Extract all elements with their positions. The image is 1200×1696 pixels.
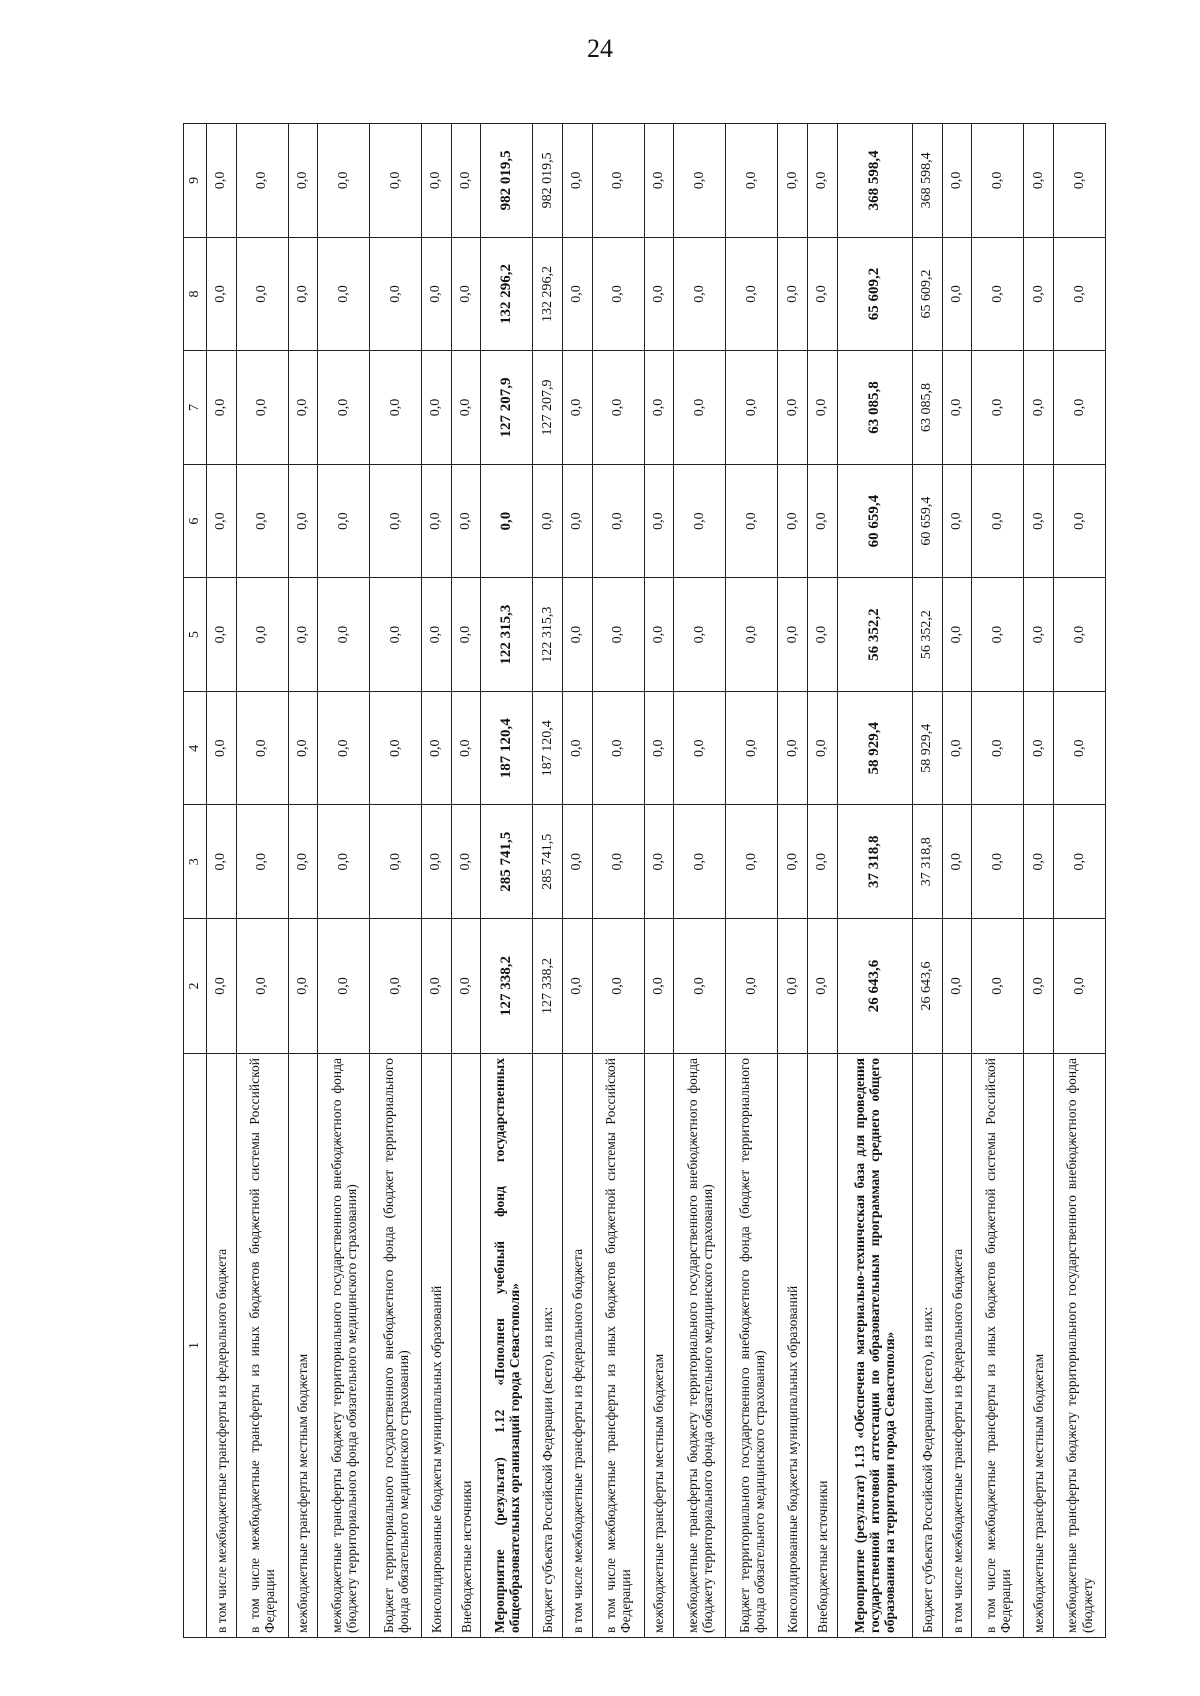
value-cell: 0,0 (207, 351, 237, 465)
value-cell: 0,0 (674, 691, 726, 805)
value-cell: 0,0 (1054, 351, 1106, 465)
value-cell: 0,0 (972, 464, 1024, 578)
value-cell: 0,0 (807, 578, 837, 692)
value-cell: 0,0 (1024, 124, 1054, 238)
value-cell: 0,0 (1024, 691, 1054, 805)
row-label: в том числе межбюджетные трансферты из федерального бюджета (942, 1054, 972, 1638)
value-cell: 0,0 (318, 124, 370, 238)
value-cell: 0,0 (972, 124, 1024, 238)
value-cell: 0,0 (644, 919, 674, 1054)
value-cell: 982 019,5 (533, 124, 563, 238)
value-cell: 0,0 (236, 805, 288, 919)
value-cell: 0,0 (207, 237, 237, 351)
table-row (370, 124, 422, 1638)
value-cell: 37 318,8 (837, 805, 913, 919)
value-cell: 0,0 (942, 691, 972, 805)
value-cell: 0,0 (1054, 805, 1106, 919)
value-cell: 0,0 (778, 578, 808, 692)
value-cell: 0,0 (1054, 464, 1106, 578)
row-label: в том числе межбюджетные трансферты из федерального бюджета (563, 1054, 593, 1638)
row-label: Внебюджетные источники (451, 1054, 481, 1638)
column-header: 7 (184, 351, 207, 465)
value-cell: 368 598,4 (837, 124, 913, 238)
value-cell: 132 296,2 (533, 237, 563, 351)
header-row (184, 124, 207, 1638)
row-label: Внебюджетные источники (807, 1054, 837, 1638)
value-cell: 0,0 (1054, 919, 1106, 1054)
value-cell: 0,0 (778, 124, 808, 238)
value-cell: 122 315,3 (533, 578, 563, 692)
value-cell: 0,0 (942, 237, 972, 351)
value-cell: 0,0 (807, 464, 837, 578)
value-cell: 0,0 (236, 237, 288, 351)
value-cell: 0,0 (370, 124, 422, 238)
value-cell: 0,0 (207, 691, 237, 805)
value-cell: 0,0 (236, 351, 288, 465)
row-label: межбюджетные трансферты местным бюджетам (288, 1054, 318, 1638)
value-cell: 0,0 (370, 919, 422, 1054)
row-label: Бюджет субъекта Российской Федерации (всего), из них: (913, 1054, 943, 1638)
value-cell: 0,0 (563, 464, 593, 578)
value-cell: 0,0 (370, 578, 422, 692)
value-cell: 0,0 (318, 351, 370, 465)
value-cell: 0,0 (592, 919, 644, 1054)
value-cell: 0,0 (207, 124, 237, 238)
table-row (644, 124, 674, 1638)
table-row (481, 124, 533, 1638)
value-cell: 0,0 (288, 691, 318, 805)
value-cell: 0,0 (942, 578, 972, 692)
row-label: межбюджетные трансферты бюджету территориального государственного внебюджетного фонда (бюджету территориального фонда обязательного медицинского страхования) (674, 1054, 726, 1638)
table-row (674, 124, 726, 1638)
page-number: 24 (587, 34, 613, 63)
value-cell: 0,0 (972, 919, 1024, 1054)
value-cell: 0,0 (972, 805, 1024, 919)
table-row (318, 124, 370, 1638)
value-cell: 187 120,4 (533, 691, 563, 805)
value-cell: 0,0 (370, 805, 422, 919)
value-cell: 0,0 (726, 464, 778, 578)
value-cell: 0,0 (726, 919, 778, 1054)
value-cell: 0,0 (288, 919, 318, 1054)
value-cell: 0,0 (674, 919, 726, 1054)
value-cell: 0,0 (1024, 351, 1054, 465)
value-cell: 0,0 (778, 351, 808, 465)
table-row (207, 124, 237, 1638)
value-cell: 0,0 (481, 464, 533, 578)
value-cell: 982 019,5 (481, 124, 533, 238)
value-cell: 0,0 (644, 805, 674, 919)
value-cell: 0,0 (1054, 237, 1106, 351)
value-cell: 0,0 (674, 464, 726, 578)
value-cell: 0,0 (807, 237, 837, 351)
value-cell: 0,0 (318, 691, 370, 805)
value-cell: 127 207,9 (533, 351, 563, 465)
value-cell: 0,0 (533, 464, 563, 578)
value-cell: 0,0 (807, 351, 837, 465)
row-label: в том числе межбюджетные трансферты из иных бюджетов бюджетной системы Российской Федерации (592, 1054, 644, 1638)
value-cell: 58 929,4 (837, 691, 913, 805)
value-cell: 37 318,8 (913, 805, 943, 919)
value-cell: 0,0 (972, 578, 1024, 692)
value-cell: 0,0 (422, 691, 452, 805)
value-cell: 0,0 (451, 237, 481, 351)
value-cell: 0,0 (644, 351, 674, 465)
value-cell: 0,0 (972, 351, 1024, 465)
value-cell: 60 659,4 (913, 464, 943, 578)
value-cell: 0,0 (288, 578, 318, 692)
value-cell: 0,0 (451, 691, 481, 805)
value-cell: 0,0 (1054, 578, 1106, 692)
value-cell: 0,0 (451, 578, 481, 692)
value-cell: 0,0 (674, 351, 726, 465)
value-cell: 0,0 (563, 805, 593, 919)
value-cell: 0,0 (592, 237, 644, 351)
value-cell: 0,0 (207, 805, 237, 919)
table-body (207, 124, 1106, 1638)
column-header: 9 (184, 124, 207, 238)
value-cell: 0,0 (318, 919, 370, 1054)
table-row (451, 124, 481, 1638)
row-label: межбюджетные трансферты бюджету территориального государственного внебюджетного фонда (бюджету (1054, 1054, 1106, 1638)
value-cell: 0,0 (422, 237, 452, 351)
value-cell: 0,0 (1024, 237, 1054, 351)
value-cell: 0,0 (644, 691, 674, 805)
row-label: Мероприятие (результат) 1.13 «Обеспечена материально-техническая база для проведения государственной итоговой аттестации по образовательным программам среднего общего образования на территории города Севастополя» (837, 1054, 913, 1638)
value-cell: 0,0 (1024, 805, 1054, 919)
table-row (563, 124, 593, 1638)
value-cell: 0,0 (778, 919, 808, 1054)
value-cell: 0,0 (370, 691, 422, 805)
value-cell: 127 207,9 (481, 351, 533, 465)
value-cell: 0,0 (726, 578, 778, 692)
table-row (1054, 124, 1106, 1638)
rotated-table-container (183, 123, 1106, 1638)
value-cell: 0,0 (674, 124, 726, 238)
table-row (592, 124, 644, 1638)
value-cell: 0,0 (644, 237, 674, 351)
value-cell: 0,0 (1024, 464, 1054, 578)
value-cell: 0,0 (236, 919, 288, 1054)
value-cell: 0,0 (236, 691, 288, 805)
value-cell: 26 643,6 (913, 919, 943, 1054)
value-cell: 0,0 (370, 351, 422, 465)
table-row (972, 124, 1024, 1638)
value-cell: 0,0 (288, 464, 318, 578)
value-cell: 285 741,5 (481, 805, 533, 919)
value-cell: 0,0 (563, 578, 593, 692)
value-cell: 0,0 (318, 237, 370, 351)
table-row (942, 124, 972, 1638)
value-cell: 0,0 (318, 578, 370, 692)
value-cell: 0,0 (370, 237, 422, 351)
value-cell: 0,0 (236, 578, 288, 692)
value-cell: 0,0 (451, 351, 481, 465)
value-cell: 0,0 (726, 237, 778, 351)
table-row (913, 124, 943, 1638)
table-row (726, 124, 778, 1638)
value-cell: 58 929,4 (913, 691, 943, 805)
table-row (422, 124, 452, 1638)
value-cell: 0,0 (674, 237, 726, 351)
value-cell: 0,0 (563, 237, 593, 351)
value-cell: 0,0 (288, 124, 318, 238)
value-cell: 0,0 (563, 124, 593, 238)
row-label: в том числе межбюджетные трансферты из иных бюджетов бюджетной системы Российской Федерации (236, 1054, 288, 1638)
value-cell: 0,0 (236, 124, 288, 238)
value-cell: 63 085,8 (913, 351, 943, 465)
value-cell: 0,0 (1054, 691, 1106, 805)
table-row (778, 124, 808, 1638)
table-row (807, 124, 837, 1638)
value-cell: 0,0 (942, 919, 972, 1054)
column-header: 8 (184, 237, 207, 351)
value-cell: 0,0 (1024, 578, 1054, 692)
value-cell: 127 338,2 (481, 919, 533, 1054)
row-label: Бюджет территориального государственного внебюджетного фонда (бюджет территориального фонда обязательного медицинского страхования) (726, 1054, 778, 1638)
row-label: Бюджет субъекта Российской Федерации (всего), из них: (533, 1054, 563, 1638)
value-cell: 0,0 (592, 464, 644, 578)
value-cell: 0,0 (1054, 124, 1106, 238)
row-label: межбюджетные трансферты местным бюджетам (644, 1054, 674, 1638)
value-cell: 0,0 (674, 578, 726, 692)
value-cell: 0,0 (1024, 919, 1054, 1054)
value-cell: 0,0 (422, 124, 452, 238)
value-cell: 0,0 (207, 464, 237, 578)
column-header: 3 (184, 805, 207, 919)
value-cell: 0,0 (942, 805, 972, 919)
value-cell: 0,0 (972, 237, 1024, 351)
table-row (236, 124, 288, 1638)
value-cell: 0,0 (318, 805, 370, 919)
value-cell: 0,0 (592, 805, 644, 919)
budget-table (183, 123, 1106, 1638)
value-cell: 0,0 (674, 805, 726, 919)
row-label: в том числе межбюджетные трансферты из федерального бюджета (207, 1054, 237, 1638)
value-cell: 0,0 (942, 464, 972, 578)
value-cell: 56 352,2 (837, 578, 913, 692)
table-row (288, 124, 318, 1638)
value-cell: 60 659,4 (837, 464, 913, 578)
value-cell: 0,0 (644, 464, 674, 578)
value-cell: 0,0 (451, 805, 481, 919)
row-label: межбюджетные трансферты бюджету территориального государственного внебюджетного фонда (бюджету территориального фонда обязательного медицинского страхования) (318, 1054, 370, 1638)
value-cell: 0,0 (422, 464, 452, 578)
value-cell: 0,0 (942, 351, 972, 465)
column-header: 6 (184, 464, 207, 578)
value-cell: 0,0 (942, 124, 972, 238)
value-cell: 0,0 (207, 578, 237, 692)
value-cell: 0,0 (451, 124, 481, 238)
value-cell: 0,0 (422, 805, 452, 919)
value-cell: 368 598,4 (913, 124, 943, 238)
value-cell: 0,0 (451, 464, 481, 578)
value-cell: 65 609,2 (913, 237, 943, 351)
value-cell: 0,0 (422, 578, 452, 692)
value-cell: 63 085,8 (837, 351, 913, 465)
value-cell: 0,0 (236, 464, 288, 578)
value-cell: 0,0 (778, 805, 808, 919)
table-row (533, 124, 563, 1638)
value-cell: 0,0 (288, 805, 318, 919)
value-cell: 0,0 (592, 578, 644, 692)
value-cell: 0,0 (726, 691, 778, 805)
column-header: 2 (184, 919, 207, 1054)
value-cell: 0,0 (726, 124, 778, 238)
value-cell: 0,0 (726, 805, 778, 919)
row-label: Мероприятие (результат) 1.12 «Пополнен учебный фонд государственных общеобразовательных организаций города Севастополя» (481, 1054, 533, 1638)
value-cell: 0,0 (778, 691, 808, 805)
value-cell: 0,0 (807, 805, 837, 919)
value-cell: 122 315,3 (481, 578, 533, 692)
value-cell: 0,0 (644, 578, 674, 692)
value-cell: 0,0 (592, 691, 644, 805)
value-cell: 285 741,5 (533, 805, 563, 919)
value-cell: 0,0 (451, 919, 481, 1054)
value-cell: 0,0 (563, 351, 593, 465)
value-cell: 0,0 (807, 691, 837, 805)
row-label: в том числе межбюджетные трансферты из иных бюджетов бюджетной системы Российской Федерации (972, 1054, 1024, 1638)
value-cell: 132 296,2 (481, 237, 533, 351)
value-cell: 65 609,2 (837, 237, 913, 351)
value-cell: 0,0 (422, 919, 452, 1054)
value-cell: 0,0 (807, 124, 837, 238)
value-cell: 56 352,2 (913, 578, 943, 692)
row-label: межбюджетные трансферты местным бюджетам (1024, 1054, 1054, 1638)
value-cell: 0,0 (422, 351, 452, 465)
value-cell: 187 120,4 (481, 691, 533, 805)
row-label: Консолидированные бюджеты муниципальных образований (422, 1054, 452, 1638)
table-row (1024, 124, 1054, 1638)
column-header: 5 (184, 578, 207, 692)
value-cell: 0,0 (288, 351, 318, 465)
value-cell: 127 338,2 (533, 919, 563, 1054)
value-cell: 0,0 (644, 124, 674, 238)
value-cell: 0,0 (207, 919, 237, 1054)
value-cell: 0,0 (972, 691, 1024, 805)
row-label: Консолидированные бюджеты муниципальных образований (778, 1054, 808, 1638)
value-cell: 0,0 (726, 351, 778, 465)
column-header: 1 (184, 1054, 207, 1638)
value-cell: 0,0 (592, 351, 644, 465)
value-cell: 0,0 (778, 237, 808, 351)
table-row (837, 124, 913, 1638)
value-cell: 0,0 (563, 919, 593, 1054)
value-cell: 0,0 (370, 464, 422, 578)
value-cell: 0,0 (778, 464, 808, 578)
column-header: 4 (184, 691, 207, 805)
value-cell: 26 643,6 (837, 919, 913, 1054)
value-cell: 0,0 (318, 464, 370, 578)
value-cell: 0,0 (563, 691, 593, 805)
value-cell: 0,0 (592, 124, 644, 238)
value-cell: 0,0 (807, 919, 837, 1054)
row-label: Бюджет территориального государственного внебюджетного фонда (бюджет территориального фонда обязательного медицинского страхования) (370, 1054, 422, 1638)
value-cell: 0,0 (288, 237, 318, 351)
